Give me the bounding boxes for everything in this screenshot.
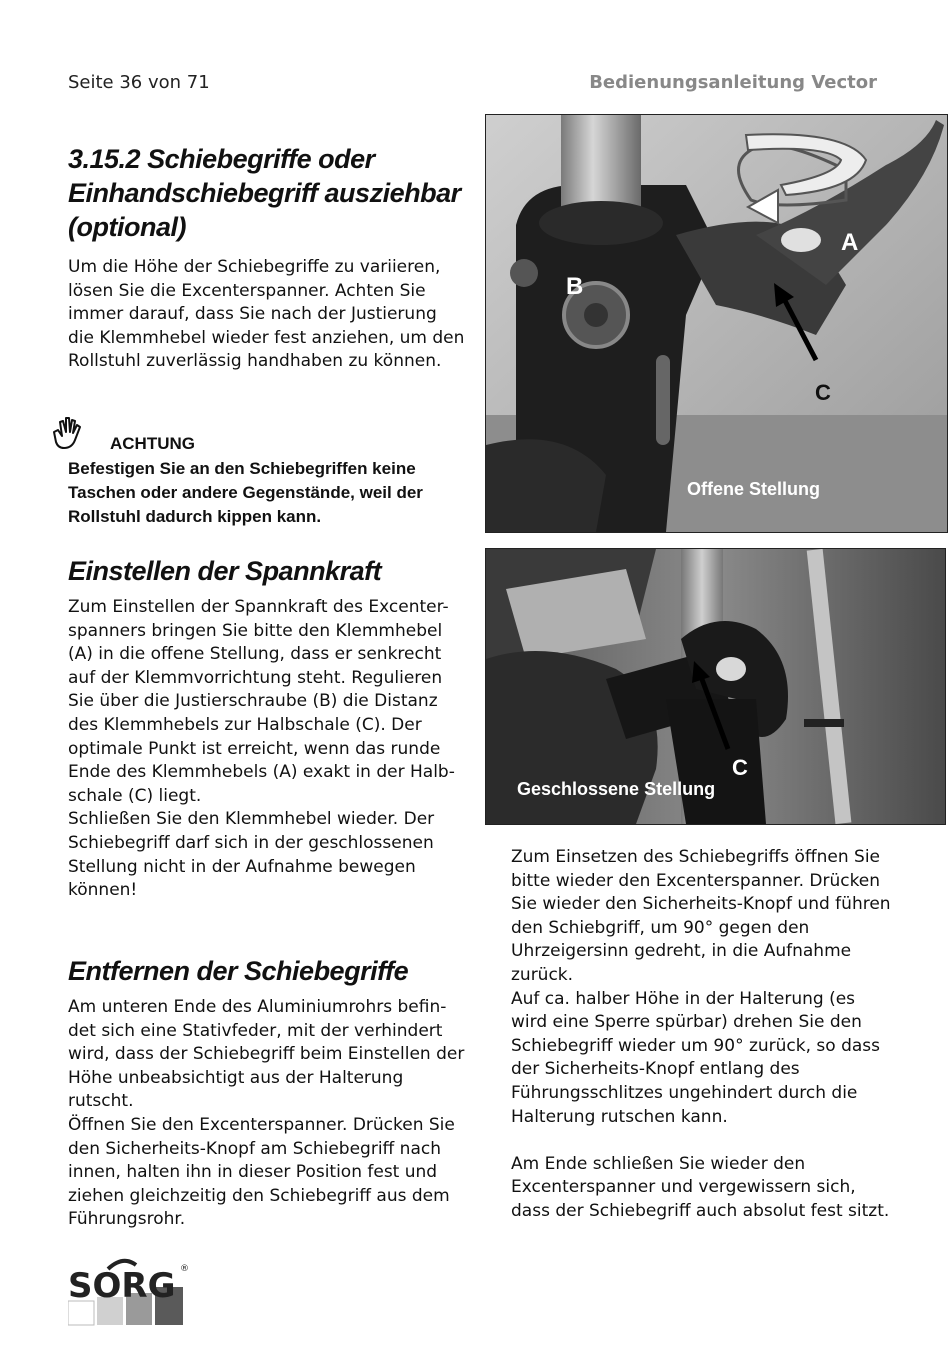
document-title: Bedienungsanleitung Vector [589, 72, 877, 93]
section-heading-spannkraft: Einstellen der Spannkraft [68, 556, 382, 586]
logo-text: SORG [68, 1266, 176, 1306]
right-column [511, 846, 891, 1224]
left-column [68, 142, 468, 374]
section-body-entfernen: Am unteren Ende des Aluminiumrohrs befin-det sich eine Stativfeder, mit der verhindert wird, dass der Schiebegriff beim Einstellen der Höhe unbeabsichtigt aus der Halterung rutscht. Öffnen Sie den Excenterspanner. Drücken Sie den Sicherheits-Knopf am Schiebegriff nach innen, halten ihn in dieser Position fest und ziehen gleichzeitig den Schiebegriff aus dem Führungsrohr. [68, 997, 465, 1230]
warning-text: Befestigen Sie an den Schiebegriffen keine Taschen oder andere Gegenstände, weil der Rollstuhl dadurch kippen kann. [68, 459, 423, 526]
left-column-3 [68, 954, 468, 1232]
photo-closed-position [485, 548, 946, 825]
label-a: A [841, 229, 859, 256]
page-number: Seite 36 von 71 [68, 72, 210, 93]
label-c: C [815, 380, 831, 405]
caption-open: Offene Stellung [687, 479, 821, 499]
sorg-logo [68, 1257, 192, 1329]
label-b: B [566, 273, 584, 300]
logo-registered: ® [180, 1264, 189, 1274]
left-column-2 [68, 554, 468, 903]
hand-icon [48, 414, 88, 454]
section-body-schiebegriffe: Um die Höhe der Schiebegriffe zu variieren, lösen Sie die Excenterspanner. Achten Sie immer darauf, dass Sie nach der Justierung die Klemmhebel wieder fest anziehen, um den Rollstuhl zuverlässig handhaben zu können. [68, 257, 465, 372]
photo-open-image [486, 115, 947, 532]
section-body-spannkraft: Zum Einstellen der Spannkraft des Excenter-spanners bringen Sie bitte den Klemmhebel (A) in die offene Stellung, dass er senkrecht auf der Klemmvorrichtung steht. Regulieren Sie über die Justierschraube (B) die Distanz des Klemmhebels zur Halbschale (C). Der optimale Punkt ist erreicht, wenn das runde Ende des Klemmhebels (A) exakt in der Halb-schale (C) liegt. Schließen Sie den Klemmhebel wieder. Der Schiebegriff darf sich in der geschlossenen Stellung nicht in der Aufnahme bewegen können! [68, 597, 455, 901]
sorg-logo-mark [68, 1257, 192, 1329]
label-c-closed: C [732, 755, 748, 780]
section-heading-schiebegriffe: 3.15.2 Schiebegriffe oder Einhandschiebegriff ausziehbar (optional) [68, 144, 461, 242]
caption-closed: Geschlossene Stellung [517, 779, 716, 799]
section-heading-entfernen: Entfernen der Schiebegriffe [68, 956, 409, 986]
photo-open-position [485, 114, 948, 533]
warning-title: ACHTUNG [110, 434, 195, 453]
right-body: Zum Einsetzen des Schiebegriffs öffnen Sie bitte wieder den Excenterspanner. Drücken Sie wieder den Sicherheits-Knopf und führen den Schiebgriff, um 90° gegen den Uhrzeigersinn gedreht, in die Aufnahme zurück. Auf ca. halber Höhe in der Halterung (es wird eine Sperre spürbar) drehen Sie den Schiebegriff wieder um 90° zurück, so dass der Sicherheits-Knopf entlang des Führungsschlitzes ungehindert durch die Halterung rutschen kann. Am Ende schließen Sie wieder den Excenterspanner und vergewissern sich, dass der Schiebegriff auch absolut fest sitzt. [511, 847, 891, 1221]
